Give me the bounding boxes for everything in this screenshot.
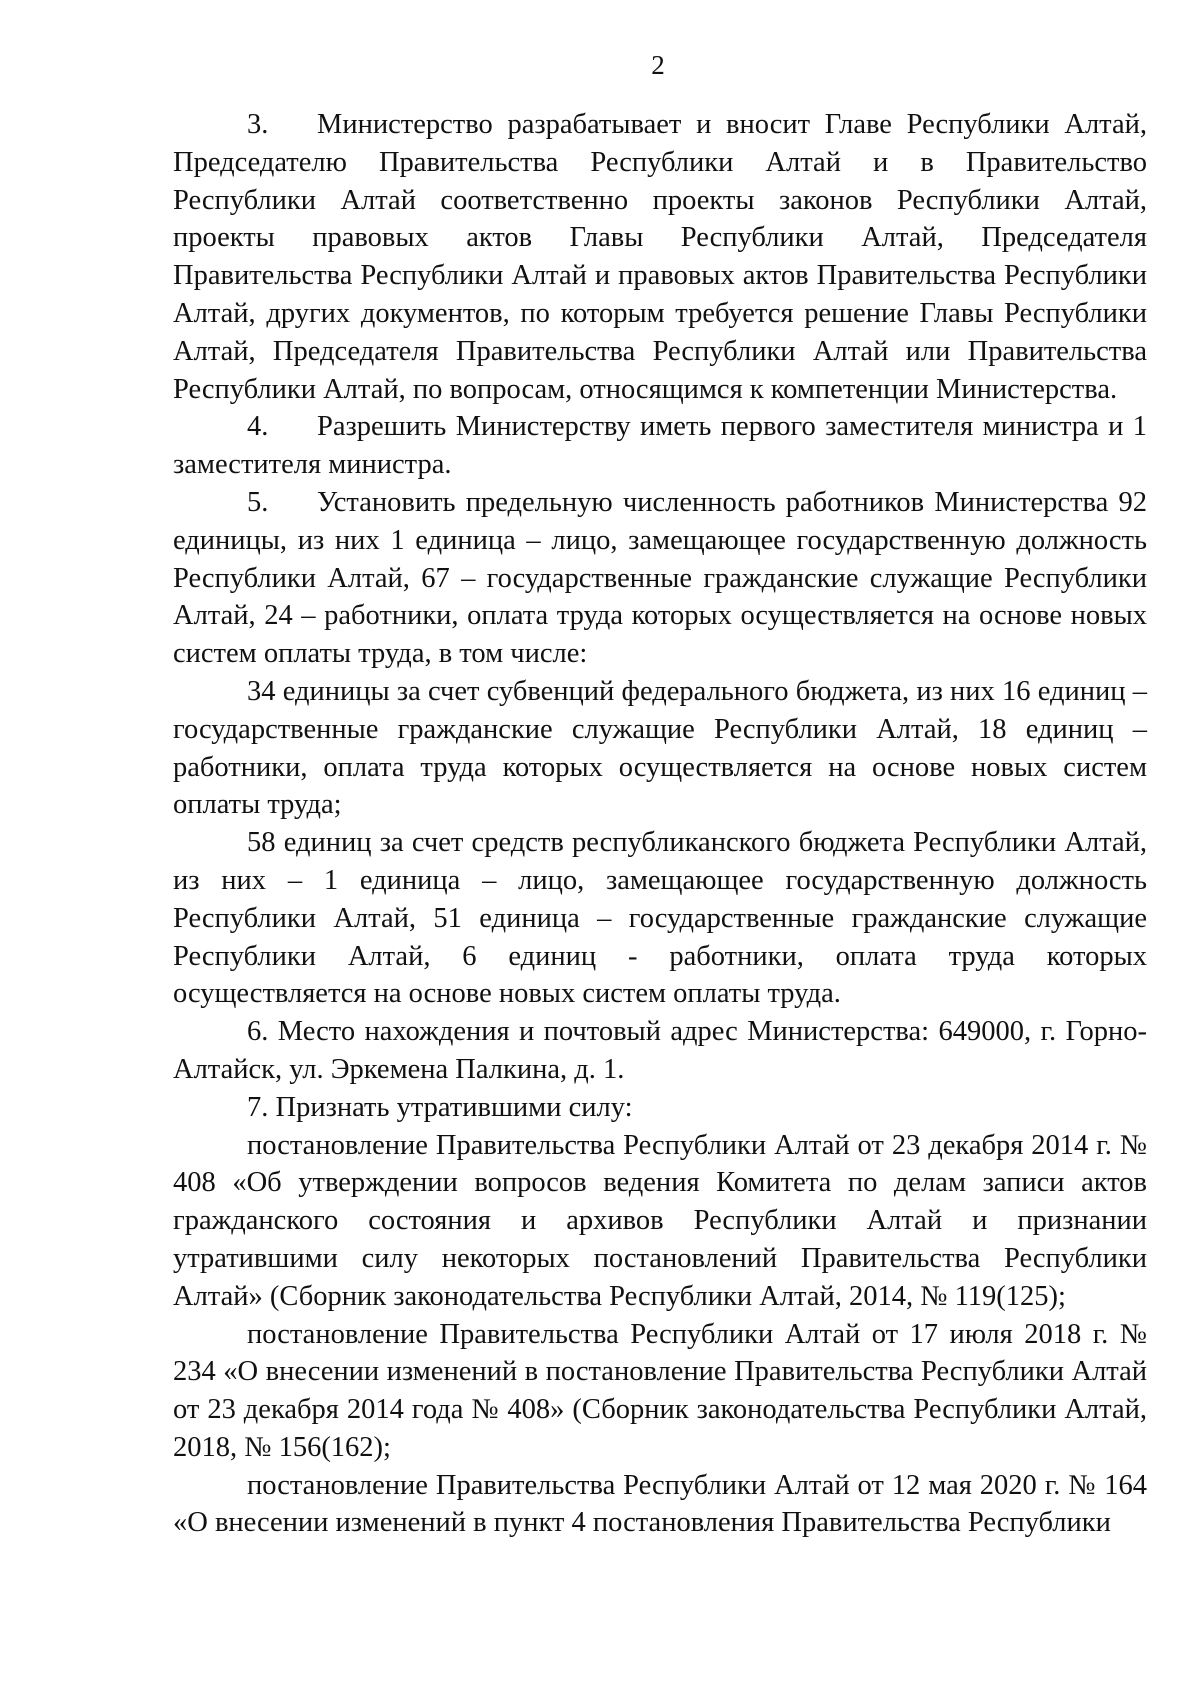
paragraph-5-subvention — [173, 673, 1147, 824]
paragraph-5 — [173, 484, 1147, 673]
repealed-resolution-164 — [173, 1467, 1147, 1543]
paragraph-text: постановление Правительства Республики Алтай от 12 мая 2020 г. № 164 «О внесении изменений в пункт 4 постановления Правительства Республики — [173, 1469, 1147, 1539]
paragraph-6 — [173, 1013, 1147, 1089]
paragraph-4 — [173, 408, 1147, 484]
paragraph-number: 3. — [247, 109, 269, 140]
paragraph-number: 5. — [247, 486, 269, 518]
paragraph-3 — [173, 106, 1147, 408]
page-number: 2 — [651, 50, 665, 80]
paragraph-text: Министерство разрабатывает и вносит Главе Республики Алтай, Председателю Правительства Республики Алтай и в Правительство Республики Алтай соответственно проекты законов Республики Алтай, проекты правовых актов Главы Республики Алтай, Председателя Правительства Республики Алтай и правовых актов Правительства Республики Алтай, других документов, по которым требуется решение Главы Республики Алтай, Председателя Правительства Республики Алтай или Правительства Республики Алтай, по вопросам, относящимся к компетенции Министерства. — [173, 109, 1147, 405]
paragraph-text: 34 единицы за счет субвенций федерального бюджета, из них 16 единиц – государственные гражданские служащие Республики Алтай, 18 единиц – работники, оплата труда которых осуществляется на основе новых систем оплаты труда; — [173, 675, 1147, 821]
paragraph-number: 4. — [247, 411, 269, 443]
repealed-resolution-408 — [173, 1127, 1147, 1316]
paragraph-text: 58 единиц за счет средств республиканского бюджета Республики Алтай, из них – 1 единица – лицо, замещающее государственную должность Республики Алтай, 51 единица – государственные гражданские служащие Республики Алтай, 6 единиц - работники, оплата труда которых осуществляется на основе новых систем оплаты труда. — [173, 827, 1147, 1010]
repealed-resolution-234 — [173, 1316, 1147, 1467]
document-body — [173, 106, 1147, 1542]
paragraph-7 — [173, 1089, 1147, 1127]
paragraph-text: Разрешить Министерству иметь первого заместителя министра и 1 заместителя министра. — [173, 411, 1147, 481]
paragraph-text: постановление Правительства Республики Алтай от 17 июля 2018 г. № 234 «О внесении изменений в постановление Правительства Республики Алтай от 23 декабря 2014 года № 408» (Сборник законодательства Республики Алтай, 2018, № 156(162); — [173, 1318, 1147, 1463]
paragraph-text: Установить предельную численность работников Министерства 92 единицы, из них 1 единица – лицо, замещающее государственную должность Республики Алтай, 67 – государственные гражданские служащие Республики Алтай, 24 – работники, оплата труда которых осуществляется на основе новых систем оплаты труда, в том числе: — [173, 486, 1147, 670]
paragraph-text: 6. Место нахождения и почтовый адрес Министерства: 649000, г. Горно-Алтайск, ул. Эркемена Палкина, д. 1. — [173, 1016, 1147, 1085]
paragraph-text: 7. Признать утратившими силу: — [247, 1091, 633, 1123]
paragraph-text: постановление Правительства Республики Алтай от 23 декабря 2014 г. № 408 «Об утверждении вопросов ведения Комитета по делам записи актов гражданского состояния и архивов Республики Алтай и признании утратившими силу некоторых постановлений Правительства Республики Алтай» (Сборник законодательства Республики Алтай, 2014, № 119(125); — [173, 1129, 1147, 1312]
paragraph-5-republican-budget — [173, 824, 1147, 1013]
